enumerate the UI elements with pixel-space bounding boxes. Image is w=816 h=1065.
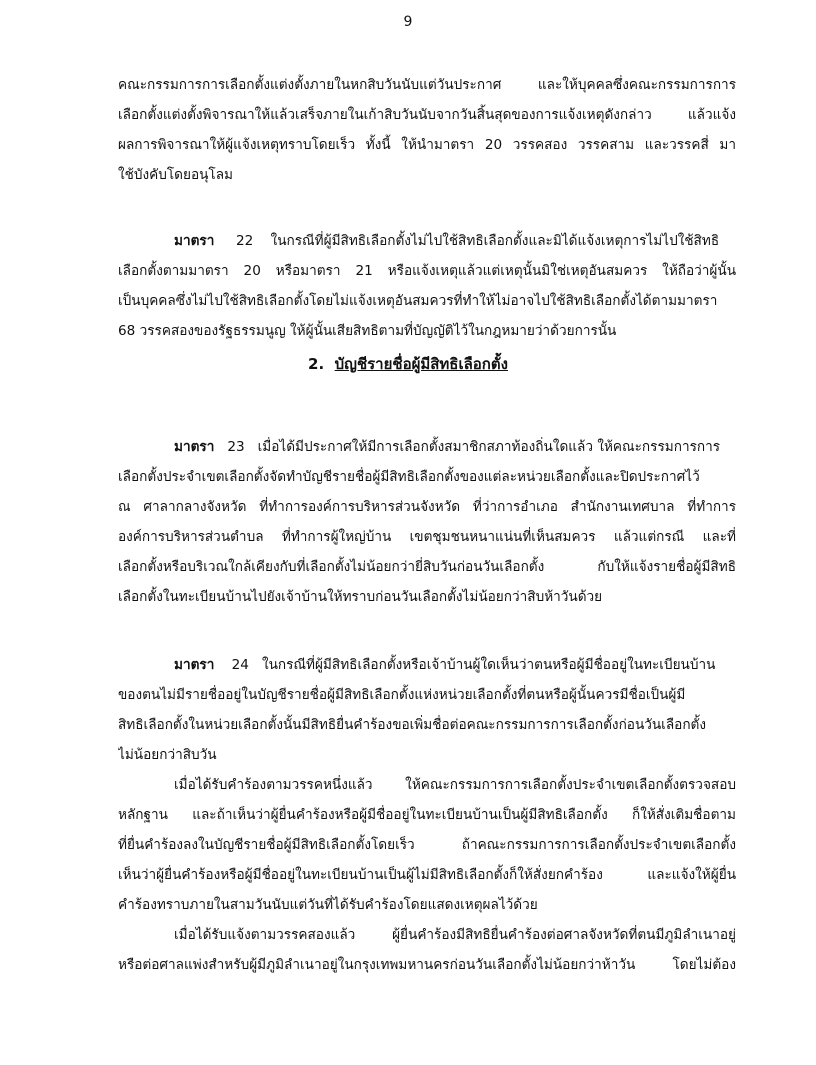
paragraph-line: 68 วรรคสองของรัฐธรรมนูญ ให้ผู้นั้นเสียสิทธิตามที่บัญญัติไว้ในกฎหมายว่าด้วยการนั้น bbox=[118, 323, 617, 339]
paragraph-line: เลือกตั้งแต่งตั้งพิจารณาให้แล้วเสร็จภายในเก้าสิบวันนับจากวันสิ้นสุดของการแจ้งเหตุดังกล่าว แล้วแจ้ง bbox=[118, 107, 736, 123]
paragraph-line: ผลการพิจารณาให้ผู้แจ้งเหตุทราบโดยเร็ว ทั้งนี้ ให้นำมาตรา 20 วรรคสอง วรรคสาม และวรรคสี่ มา bbox=[118, 137, 736, 153]
paragraph-line: คำร้องทราบภายในสามวันนับแต่วันที่ได้รับคำร้องโดยแสดงเหตุผลไว้ด้วย bbox=[118, 897, 538, 913]
paragraph-line: องค์การบริหารส่วนตำบล ที่ทำการผู้ใหญ่บ้าน เขตชุมชนหนาแน่นที่เห็นสมควร แล้วแต่กรณี และที่ bbox=[118, 529, 736, 545]
paragraph-line: ที่ยื่นคำร้องลงในบัญชีรายชื่อผู้มีสิทธิเลือกตั้งโดยเร็ว ถ้าคณะกรรมการการเลือกตั้งประจำเขตเลือกตั้ง bbox=[118, 837, 736, 853]
paragraph-line: เมื่อได้รับแจ้งตามวรรคสองแล้ว ผู้ยื่นคำร้องมีสิทธิยื่นคำร้องต่อศาลจังหวัดที่ตนมีภูมิลำเนาอยู่ bbox=[174, 927, 736, 943]
paragraph-line: คณะกรรมการการเลือกตั้งแต่งตั้งภายในหกสิบวันนับแต่วันประกาศ และให้บุคคลซึ่งคณะกรรมการการ bbox=[118, 77, 736, 93]
paragraph-line: ไม่น้อยกว่าสิบวัน bbox=[118, 747, 217, 763]
paragraph-line: ณ ศาลากลางจังหวัด ที่ทำการองค์การบริหารส่วนจังหวัด ที่ว่าการอำเภอ สำนักงานเทศบาล ที่ทำการ bbox=[118, 499, 736, 515]
paragraph-line: สิทธิเลือกตั้งในหน่วยเลือกตั้งนั้นมีสิทธิยื่นคำร้องขอเพิ่มชื่อต่อคณะกรรมการการเลือกตั้งก่อนวันเลือกตั้ง bbox=[118, 717, 707, 733]
section-23-first-line bbox=[118, 436, 736, 458]
paragraph-line: เมื่อได้รับคำร้องตามวรรคหนึ่งแล้ว ให้คณะกรรมการการเลือกตั้งประจำเขตเลือกตั้งตรวจสอบ bbox=[174, 777, 736, 793]
section-heading bbox=[0, 352, 816, 376]
paragraph-line: เป็นบุคคลซึ่งไม่ไปใช้สิทธิเลือกตั้งโดยไม่แจ้งเหตุอันสมควรที่ทำให้ไม่อาจไปใช้สิทธิเลือกตั้งได้ตามมาตรา bbox=[118, 293, 718, 309]
paragraph-line: เลือกตั้งหรือบริเวณใกล้เคียงกับที่เลือกตั้งไม่น้อยกว่ายี่สิบวันก่อนวันเลือกตั้ง กับให้แจ้งรายชื่อผู้มีสิทธิ bbox=[118, 559, 736, 575]
section-label: มาตรา bbox=[174, 233, 215, 249]
section-text: เมื่อได้มีประกาศให้มีการเลือกตั้งสมาชิกสภาท้องถิ่นใดแล้ว ให้คณะกรรมการการ bbox=[257, 439, 721, 455]
paragraph-line: ของตนไม่มีรายชื่ออยู่ในบัญชีรายชื่อผู้มีสิทธิเลือกตั้งแห่งหน่วยเลือกตั้งที่ตนหรือผู้นั้นควรมีชื่อเป็นผู้มี bbox=[118, 687, 686, 703]
paragraph-line: เลือกตั้งในทะเบียนบ้านไปยังเจ้าบ้านให้ทราบก่อนวันเลือกตั้งไม่น้อยกว่าสิบห้าวันด้วย bbox=[118, 589, 603, 605]
section-24-first-line bbox=[118, 654, 736, 676]
section-text: ในกรณีที่ผู้มีสิทธิเลือกตั้งไม่ไปใช้สิทธิเลือกตั้งและมิได้แจ้งเหตุการไม่ไปใช้สิทธิ bbox=[270, 233, 720, 249]
paragraph-line: เลือกตั้งตามมาตรา 20 หรือมาตรา 21 หรือแจ้งเหตุแล้วแต่เหตุนั้นมิใช่เหตุอันสมควร ให้ถือว่าผู้นั้น bbox=[118, 263, 736, 279]
section-label: มาตรา bbox=[174, 657, 215, 673]
paragraph-line: หรือต่อศาลแพ่งสำหรับผู้มีภูมิลำเนาอยู่ในกรุงเทพมหานครก่อนวันเลือกตั้งไม่น้อยกว่าห้าวัน โดยไม่ต้อง bbox=[118, 957, 736, 973]
page-number: 9 bbox=[403, 14, 413, 30]
section-number: 23 bbox=[227, 439, 245, 455]
section-number: 24 bbox=[231, 657, 249, 673]
section-number: 22 bbox=[235, 233, 254, 249]
section-label: มาตรา bbox=[174, 439, 215, 455]
section-text: ในกรณีที่ผู้มีสิทธิเลือกตั้งหรือเจ้าบ้านผู้ใดเห็นว่าตนหรือผู้มีชื่ออยู่ในทะเบียนบ้าน bbox=[261, 657, 716, 673]
section-22-first-line bbox=[118, 230, 736, 252]
heading-title: บัญชีรายชื่อผู้มีสิทธิเลือกตั้ง bbox=[334, 355, 508, 373]
paragraph-line: หลักฐาน และถ้าเห็นว่าผู้ยื่นคำร้องหรือผู้มีชื่ออยู่ในทะเบียนบ้านเป็นผู้มีสิทธิเลือกตั้ง ก็ให้สั่งเติมชื่อตาม bbox=[118, 807, 736, 823]
paragraph-line: เห็นว่าผู้ยื่นคำร้องหรือผู้มีชื่ออยู่ในทะเบียนบ้านเป็นผู้ไม่มีสิทธิเลือกตั้งก็ให้สั่งยกคำร้อง และแจ้งให้ผู้ยื่น bbox=[118, 867, 736, 883]
paragraph-line: เลือกตั้งประจำเขตเลือกตั้งจัดทำบัญชีรายชื่อผู้มีสิทธิเลือกตั้งของแต่ละหน่วยเลือกตั้งและปิดประกาศไว้ bbox=[118, 469, 700, 485]
heading-number: 2. bbox=[308, 355, 325, 373]
paragraph-line: ใช้บังคับโดยอนุโลม bbox=[118, 167, 233, 183]
